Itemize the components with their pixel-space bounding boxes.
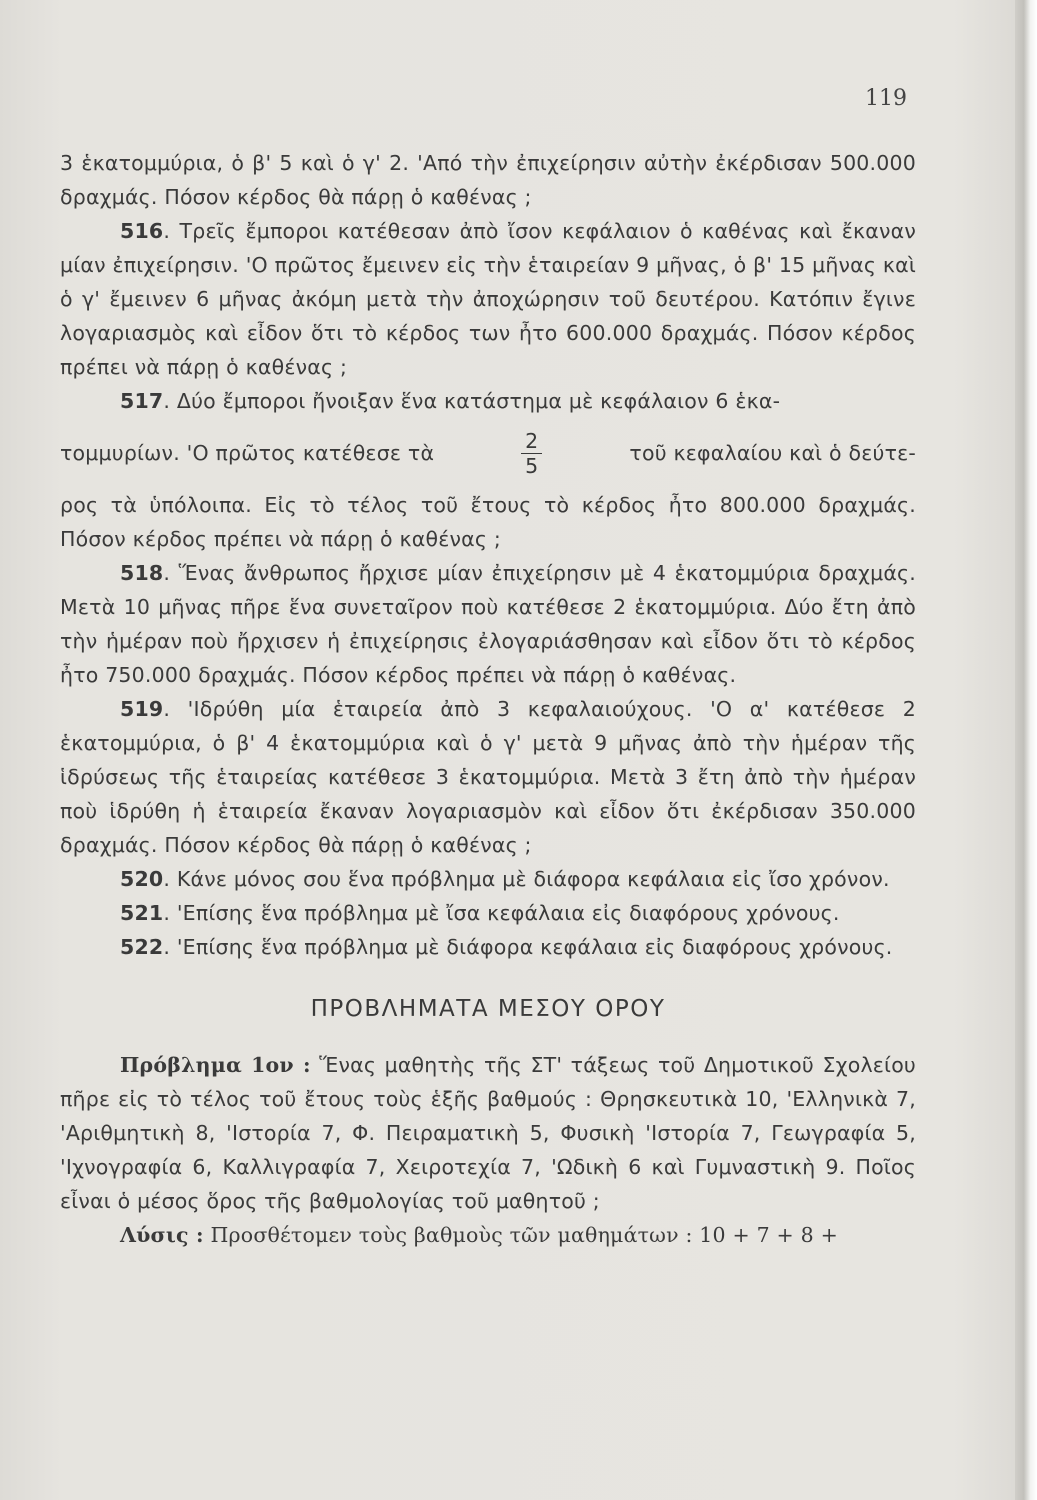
problem-text: Ἕνας μαθητὴς τῆς ΣΤ' τάξεως τοῦ Δημοτικοῦ Σχολείου πῆρε εἰς τὸ τέλος τοῦ ἔτους τοὺς ἑξῆς βαθμούς : Θρησκευτικὰ 10, 'Ελληνικὰ 7, 'Αριθμητικὴ 8, 'Ιστορία 7, Φ. Πειραματικὴ 5, Φυσικὴ 'Ιστορία 7, Γεωγραφία 5, 'Ιχνογραφία 6, Καλλιγραφία 7, Χειροτεχία 7, 'Ωδικὴ 6 καὶ Γυμναστικὴ 9. Ποῖος εἶναι ὁ μέσος ὅρος τῆς βαθμολογίας τοῦ μαθητοῦ ; bbox=[60, 1053, 916, 1213]
problem-516 bbox=[60, 214, 916, 384]
problem-text: . 'Επίσης ἕνα πρόβλημα μὲ διάφορα κεφάλαια εἰς διαφόρους χρόνους. bbox=[163, 935, 893, 959]
fraction-denominator: 5 bbox=[525, 453, 539, 478]
problem-number: 522 bbox=[120, 935, 164, 959]
problem-text: . 'Ιδρύθη μία ἑταιρεία ἀπὸ 3 κεφαλαιούχους. 'Ο α' κατέθεσε 2 ἑκατομμύρια, ὁ β' 4 ἑκατομμύρια καὶ ὁ γ' μετὰ 9 μῆνας ἀπὸ τὴν ἡμέραν τῆς ἱδρύσεως τῆς ἑταιρείας κατέθεσε 3 ἑκατομμύρια. Μετὰ 3 ἔτη ἀπὸ τὴν ἡμέραν ποὺ ἱδρύθη ἡ ἑταιρεία ἔκαναν λογαριασμὸν καὶ εἶδον ὅτι ἐκέρδισαν 350.000 δραχμάς. Πόσον κέρδος θὰ πάρῃ ὁ καθένας ; bbox=[60, 697, 916, 857]
problem-517-fraction-line bbox=[60, 418, 916, 488]
section-heading: ΠΡΟΒΛΗΜΑΤΑ ΜΕΣΟΥ ΟΡΟΥ bbox=[310, 996, 666, 1022]
solution bbox=[60, 1218, 916, 1252]
fraction-two-fifths bbox=[521, 429, 542, 478]
problem-text: . Τρεῖς ἔμποροι κατέθεσαν ἀπὸ ἴσον κεφάλαιον ὁ καθένας καὶ ἔκαναν μίαν ἐπιχείρησιν. 'Ο πρῶτος ἔμεινεν εἰς τὴν ἑταιρείαν 9 μῆνας, ὁ β' 15 μῆνας καὶ ὁ γ' ἔμεινεν 6 μῆνας ἀκόμη μετὰ τὴν ἀποχώρησιν τοῦ δευτέρου. Κατόπιν ἔγινε λογαριασμὸς καὶ εἶδον ὅτι τὸ κέρδος των ἦτο 600.000 δραχμάς. Πόσον κέρδος πρέπει νὰ πάρῃ ὁ καθένας ; bbox=[60, 219, 916, 379]
problem-text: . Κάνε μόνος σου ἕνα πρόβλημα μὲ διάφορα κεφάλαια εἰς ἴσο χρόνον. bbox=[163, 867, 890, 891]
page-body bbox=[60, 146, 916, 1252]
problem-number: 519 bbox=[120, 697, 164, 721]
problem-label: Πρόβλημα 1ον : bbox=[120, 1053, 311, 1077]
problem-number: 520 bbox=[120, 867, 164, 891]
mean-problem-1 bbox=[60, 1048, 916, 1218]
problem-515-continuation: 3 ἑκατομμύρια, ὁ β' 5 καὶ ὁ γ' 2. 'Από τὴν ἐπιχείρησιν αὐτὴν ἐκέρδισαν 500.000 δραχμάς. Πόσον κέρδος θὰ πάρῃ ὁ καθένας ; bbox=[60, 151, 916, 209]
problem-text: . Δύο ἔμποροι ἤνοιξαν ἕνα κατάστημα μὲ κεφάλαιον 6 ἑκα- bbox=[163, 389, 781, 413]
problem-text: . 'Επίσης ἕνα πρόβλημα μὲ ἴσα κεφάλαια εἰς διαφόρους χρόνους. bbox=[163, 901, 840, 925]
problem-517-rest: ρος τὰ ὑπόλοιπα. Εἰς τὸ τέλος τοῦ ἔτους τὸ κέρδος ἦτο 800.000 δραχμάς. Πόσον κέρδος πρέπει νὰ πάρῃ ὁ καθένας ; bbox=[60, 493, 916, 551]
problem-number: 516 bbox=[120, 219, 164, 243]
problem-number: 517 bbox=[120, 389, 164, 413]
fraction-numerator: 2 bbox=[521, 429, 542, 454]
problem-520 bbox=[60, 862, 916, 896]
solution-text: Προσθέτομεν τοὺς βαθμοὺς τῶν μαθημάτων : 10 + 7 + 8 + bbox=[203, 1223, 838, 1247]
problem-number: 521 bbox=[120, 901, 164, 925]
problem-text: . Ἕνας ἄνθρωπος ἤρχισε μίαν ἐπιχείρησιν μὲ 4 ἑκατομμύρια δραχμάς. Μετὰ 10 μῆνας πῆρε ἕνα συνεταῖρον ποὺ κατέθεσε 2 ἑκατομμύρια. Δύο ἔτη ἀπὸ τὴν ἡμέραν ποὺ ἤρχισεν ἡ ἐπιχείρησις ἐλογαριάσθησαν καὶ εἶδον ὅτι τὸ κέρδος ἦτο 750.000 δραχμάς. Πόσον κέρδος πρέπει νὰ πάρῃ ὁ καθένας. bbox=[60, 561, 916, 687]
problem-518 bbox=[60, 556, 916, 692]
problem-519 bbox=[60, 692, 916, 862]
page-edge bbox=[1015, 0, 1037, 1500]
problem-number: 518 bbox=[120, 561, 164, 585]
problem-text: τομμυρίων. 'Ο πρῶτος κατέθεσε τὰ bbox=[60, 441, 435, 465]
solution-label: Λύσις : bbox=[120, 1223, 204, 1247]
page-number: 119 bbox=[865, 86, 907, 111]
problem-522 bbox=[60, 930, 916, 964]
problem-517 bbox=[60, 384, 916, 418]
problem-521 bbox=[60, 896, 916, 930]
problem-text: τοῦ κεφαλαίου καὶ ὁ δεύτε- bbox=[629, 441, 916, 465]
